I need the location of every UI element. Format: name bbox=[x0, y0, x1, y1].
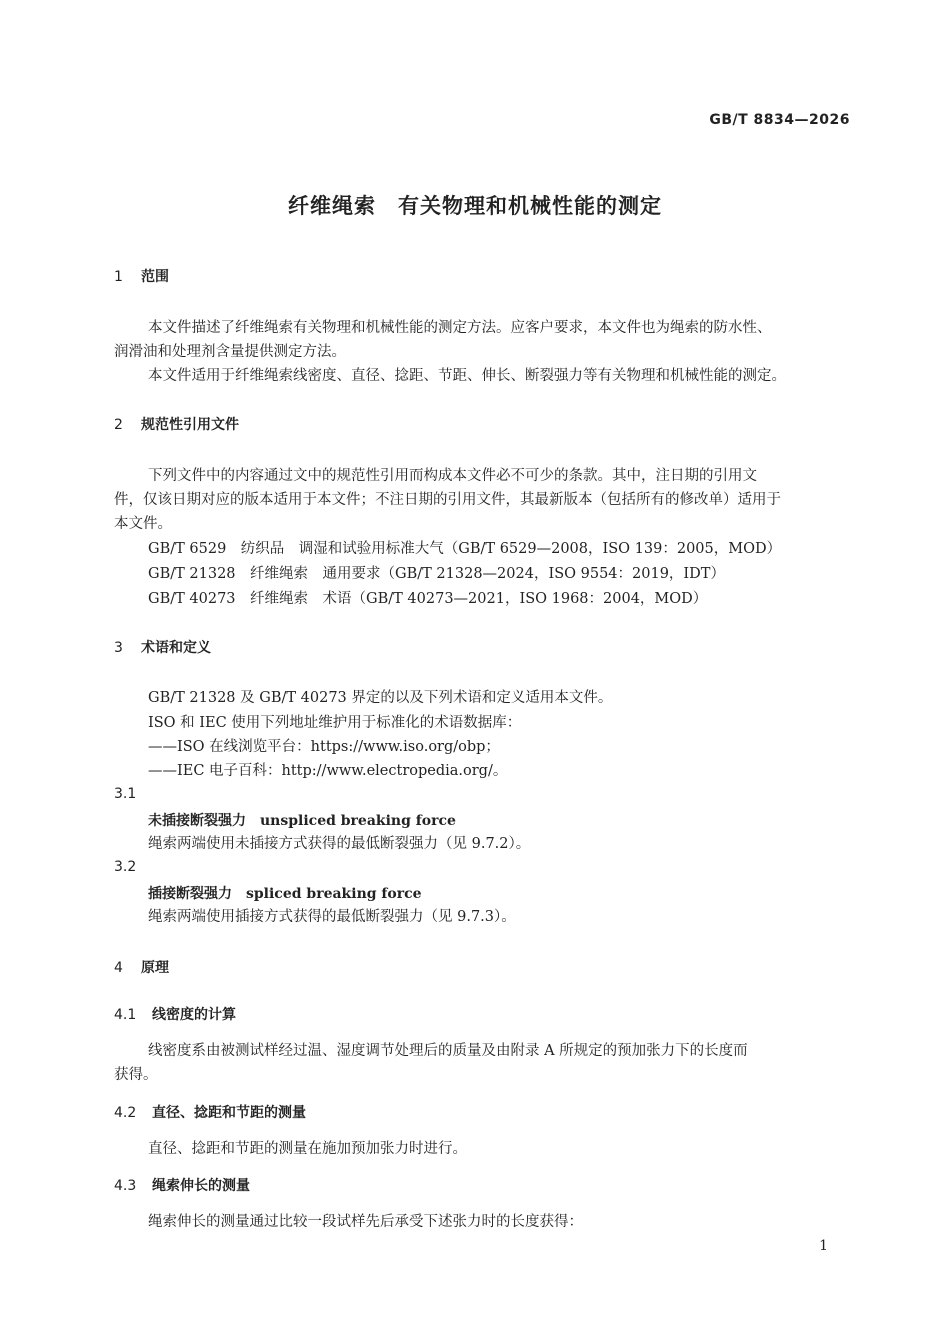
subsection-4-3-heading bbox=[114, 1175, 250, 1195]
reference-item: GB/T 40273 纤维绳索 术语（GB/T 40273—2021，ISO 1968：2004，MOD） bbox=[148, 591, 708, 607]
subsection-title: 绳索伸长的测量 bbox=[152, 1178, 250, 1194]
subsection-number: 4.1 bbox=[114, 1007, 137, 1023]
section-1-heading bbox=[114, 266, 169, 286]
section-number: 3 bbox=[114, 640, 123, 656]
section-title: 术语和定义 bbox=[141, 640, 211, 656]
section-4-heading bbox=[114, 957, 169, 977]
reference-item: GB/T 21328 纤维绳索 通用要求（GB/T 21328—2024，ISO 9554：2019，IDT） bbox=[148, 566, 725, 582]
page-number: 1 bbox=[819, 1238, 828, 1254]
paragraph-line: 线密度系由被测试样经过温、湿度调节处理后的质量及由附录 A 所规定的预加张力下的长度而 bbox=[148, 1043, 748, 1059]
paragraph-line: 直径、捻距和节距的测量在施加预加张力时进行。 bbox=[148, 1141, 467, 1157]
term-definition: 绳索两端使用插接方式获得的最低断裂强力（见 9.7.3）。 bbox=[148, 909, 516, 925]
subsection-4-2-heading bbox=[114, 1102, 306, 1122]
paragraph-line: 本文件描述了纤维绳索有关物理和机械性能的测定方法。应客户要求，本文件也为绳索的防水性、 bbox=[148, 320, 772, 336]
section-3-heading bbox=[114, 637, 211, 657]
document-title: 纤维绳索 有关物理和机械性能的测定 bbox=[288, 194, 662, 218]
term-zh: 未插接断裂强力 bbox=[148, 813, 246, 829]
section-title: 原理 bbox=[141, 960, 169, 976]
term-definition: 绳索两端使用未插接方式获得的最低断裂强力（见 9.7.2）。 bbox=[148, 836, 531, 852]
list-item: ——ISO 在线浏览平台：https://www.iso.org/obp； bbox=[148, 739, 500, 755]
subsection-4-1-heading bbox=[114, 1004, 236, 1024]
paragraph-line: 件，仅该日期对应的版本适用于本文件；不注日期的引用文件，其最新版本（包括所有的修改单）适用于 bbox=[114, 492, 781, 508]
list-item: ——IEC 电子百科：http://www.electropedia.org/。 bbox=[148, 763, 508, 779]
section-number: 4 bbox=[114, 960, 123, 976]
paragraph-line: 下列文件中的内容通过文中的规范性引用而构成本文件必不可少的条款。其中，注日期的引用文 bbox=[148, 468, 757, 484]
term-en: spliced breaking force bbox=[246, 886, 422, 902]
standard-code: GB/T 8834—2026 bbox=[709, 112, 850, 128]
term-number: 3.2 bbox=[114, 859, 137, 875]
term-number: 3.1 bbox=[114, 786, 137, 802]
term-heading bbox=[148, 810, 456, 830]
term-en: unspliced breaking force bbox=[260, 813, 456, 829]
subsection-number: 4.2 bbox=[114, 1105, 137, 1121]
subsection-title: 直径、捻距和节距的测量 bbox=[152, 1105, 306, 1121]
section-title: 规范性引用文件 bbox=[141, 417, 239, 433]
paragraph-line: ISO 和 IEC 使用下列地址维护用于标准化的术语数据库： bbox=[148, 715, 522, 731]
paragraph-line: 获得。 bbox=[114, 1067, 158, 1083]
subsection-number: 4.3 bbox=[114, 1178, 137, 1194]
reference-item: GB/T 6529 纺织品 调湿和试验用标准大气（GB/T 6529—2008，ISO 139：2005，MOD） bbox=[148, 541, 782, 557]
paragraph-line: 润滑油和处理剂含量提供测定方法。 bbox=[114, 344, 346, 360]
section-number: 2 bbox=[114, 417, 123, 433]
paragraph-line: 绳索伸长的测量通过比较一段试样先后承受下述张力时的长度获得： bbox=[148, 1214, 583, 1230]
section-title: 范围 bbox=[141, 269, 169, 285]
term-zh: 插接断裂强力 bbox=[148, 886, 232, 902]
paragraph-line: 本文件适用于纤维绳索线密度、直径、捻距、节距、伸长、断裂强力等有关物理和机械性能的测定。 bbox=[148, 368, 786, 384]
paragraph-line: GB/T 21328 及 GB/T 40273 界定的以及下列术语和定义适用本文件。 bbox=[148, 690, 613, 706]
section-2-heading bbox=[114, 414, 239, 434]
section-number: 1 bbox=[114, 269, 123, 285]
subsection-title: 线密度的计算 bbox=[152, 1007, 236, 1023]
paragraph-line: 本文件。 bbox=[114, 516, 172, 532]
term-heading bbox=[148, 883, 422, 903]
